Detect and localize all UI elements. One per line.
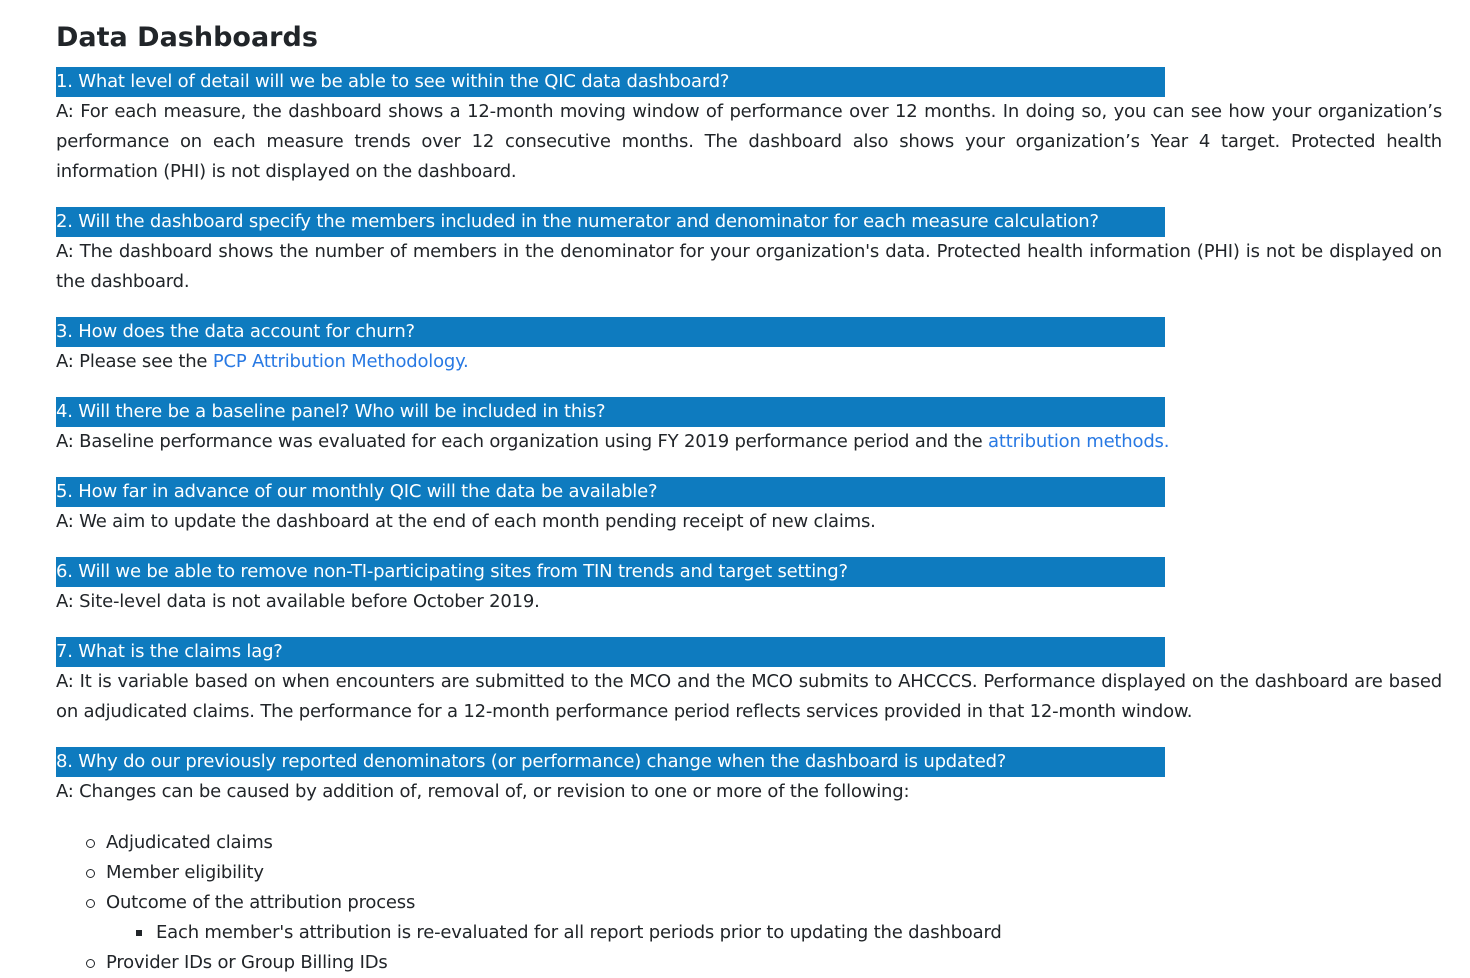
list-item (106, 888, 1002, 948)
attribution-methods-link[interactable]: attribution methods. (988, 431, 1170, 452)
sub-list-item: Each member's attribution is re-evaluated for all report periods prior to updating the dashboard (156, 918, 1002, 948)
list-item: Member eligibility (106, 858, 1002, 888)
faq-item-6 (56, 557, 1442, 617)
faq-question[interactable]: 1. What level of detail will we be able to see within the QIC data dashboard? (56, 67, 1165, 97)
list-item-label: Outcome of the attribution process (106, 892, 416, 913)
faq-item-7 (56, 637, 1442, 727)
faq-question[interactable]: 2. Will the dashboard specify the members included in the numerator and denominator for each measure calculation? (56, 207, 1165, 237)
faq-question[interactable]: 3. How does the data account for churn? (56, 317, 1165, 347)
list-item-partial: Provider IDs or Group Billing IDs (106, 948, 1002, 978)
faq-question[interactable]: 4. Will there be a baseline panel? Who will be included in this? (56, 397, 1165, 427)
faq-question[interactable]: 6. Will we be able to remove non-TI-participating sites from TIN trends and target setting? (56, 557, 1165, 587)
faq-item-2 (56, 207, 1442, 297)
faq-question[interactable]: 8. Why do our previously reported denominators (or performance) change when the dashboard is updated? (56, 747, 1165, 777)
attribution-sub-list (106, 918, 1002, 948)
faq-item-1 (56, 67, 1442, 187)
list-item: Adjudicated claims (106, 828, 1002, 858)
change-causes-list (56, 828, 1002, 978)
faq-answer (56, 347, 1442, 377)
faq-answer: A: The dashboard shows the number of members in the denominator for your organization's data. Protected health information (PHI) is not be displayed on the dashboard. (56, 241, 1442, 292)
pcp-attribution-methodology-link[interactable]: PCP Attribution Methodology. (212, 351, 469, 372)
faq-answer-text: A: Baseline performance was evaluated for each organization using FY 2019 performance period and the (56, 431, 989, 452)
faq-answer: A: Changes can be caused by addition of, removal of, or revision to one or more of the following: (56, 781, 910, 802)
faq-answer: A: Site-level data is not available before October 2019. (56, 591, 540, 612)
faq-answer: A: It is variable based on when encounters are submitted to the MCO and the MCO submits to AHCCCS. Performance displayed on the dashboard are based on adjudicated claims. The performance for a 12-month performance period reflects services provided in that 12-month window. (56, 671, 1442, 722)
faq-item-4 (56, 397, 1442, 457)
faq-answer: A: We aim to update the dashboard at the end of each month pending receipt of new claims. (56, 511, 876, 532)
faq-answer (56, 427, 1442, 457)
faq-answer: A: For each measure, the dashboard shows a 12-month moving window of performance over 12 months. In doing so, you can see how your organization’s performance on each measure trends over 12 consecutive months. The dashboard also shows your organization’s Year 4 target. Protected health information (PHI) is not displayed on the dashboard. (56, 101, 1442, 182)
faq-question[interactable]: 5. How far in advance of our monthly QIC will the data be available? (56, 477, 1165, 507)
faq-item-8 (56, 747, 1442, 807)
faq-item-3 (56, 317, 1442, 377)
faq-question[interactable]: 7. What is the claims lag? (56, 637, 1165, 667)
faq-answer-text: A: Please see the (56, 351, 213, 372)
page-title: Data Dashboards (56, 22, 318, 53)
faq-item-5 (56, 477, 1442, 537)
